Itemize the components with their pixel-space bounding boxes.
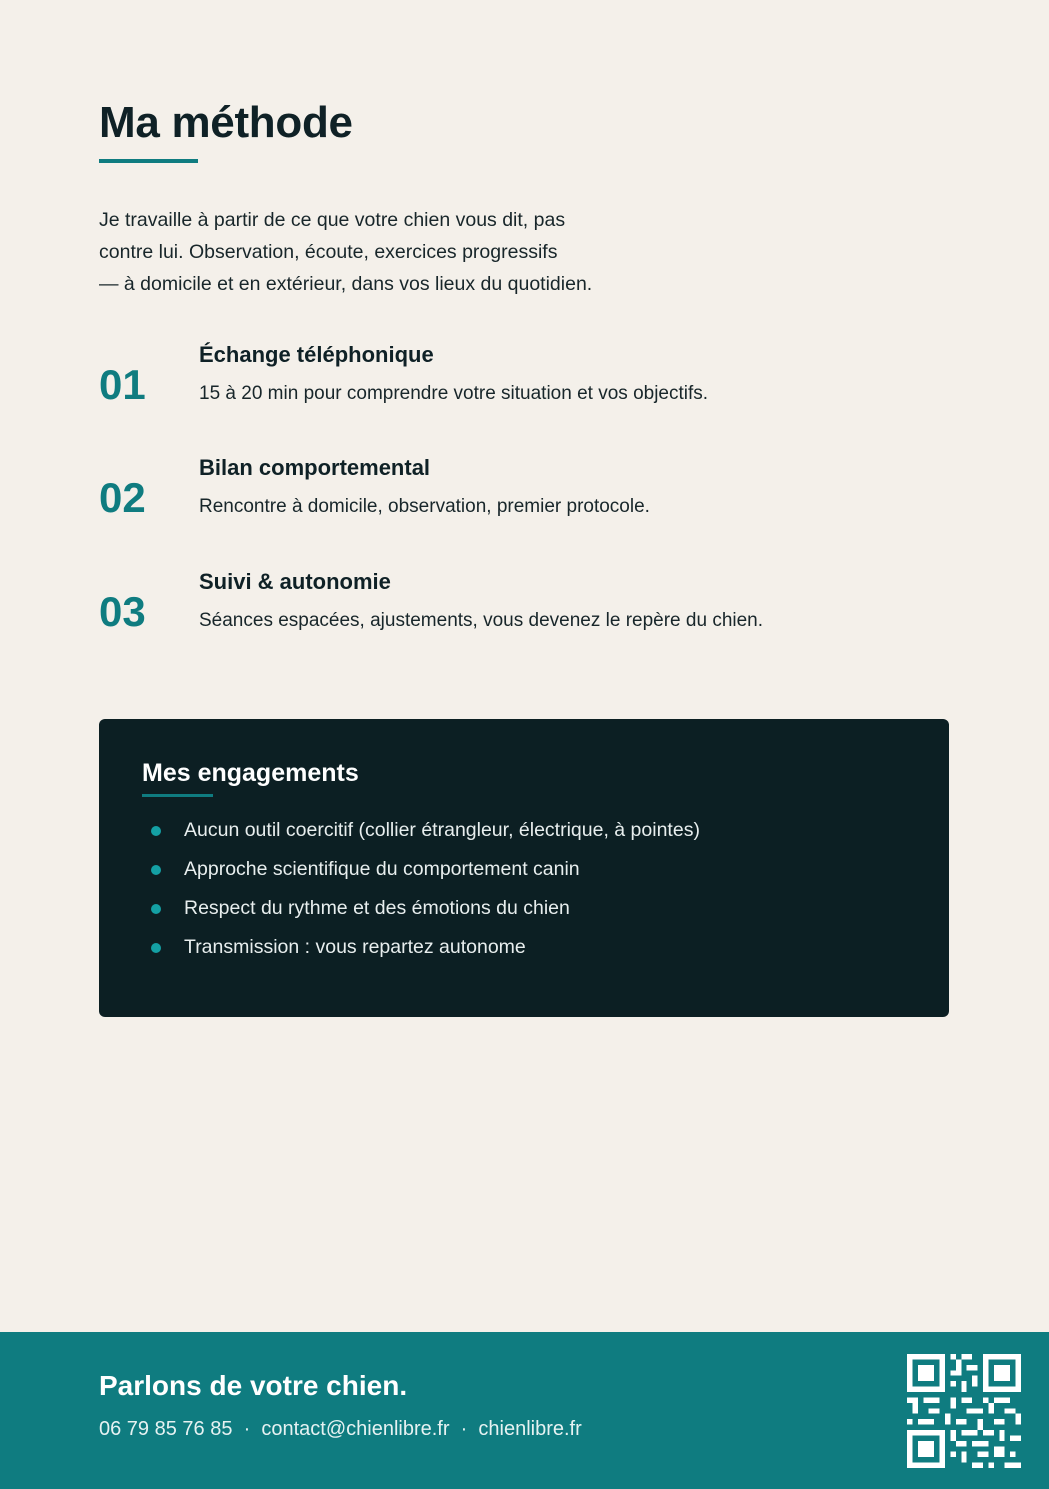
bullet-icon bbox=[151, 865, 161, 875]
intro-paragraph bbox=[99, 204, 699, 300]
step-description: 15 à 20 min pour comprendre votre situation et vos objectifs. bbox=[199, 383, 709, 404]
intro-line: — à domicile et en extérieur, dans vos lieux du quotidien. bbox=[99, 273, 593, 295]
bullet-icon bbox=[151, 904, 161, 914]
engagement-text: Approche scientifique du comportement canin bbox=[184, 858, 580, 880]
footer-contacts: 06 79 85 76 85 · contact@chienlibre.fr · chienlibre.fr bbox=[99, 1418, 582, 1440]
step-title: Échange téléphonique bbox=[199, 342, 434, 367]
engagements-panel bbox=[99, 719, 949, 1017]
step-number: 02 bbox=[99, 474, 146, 521]
bullet-icon bbox=[151, 826, 161, 836]
engagements-title: Mes engagements bbox=[142, 759, 359, 787]
step-description: Séances espacées, ajustements, vous devenez le repère du chien. bbox=[199, 610, 764, 631]
step-1 bbox=[99, 342, 959, 432]
step-2 bbox=[99, 455, 959, 545]
step-3 bbox=[99, 569, 959, 659]
step-title: Bilan comportemental bbox=[199, 455, 431, 480]
bullet-icon bbox=[151, 943, 161, 953]
contact-footer bbox=[0, 1332, 1049, 1489]
footer-title: Parlons de votre chien. bbox=[99, 1370, 408, 1401]
intro-line: Je travaille à partir de ce que votre chien vous dit, pas bbox=[99, 209, 566, 231]
engagement-text: Respect du rythme et des émotions du chien bbox=[184, 897, 570, 919]
intro-line: contre lui. Observation, écoute, exercices progressifs bbox=[99, 241, 558, 263]
step-number: 01 bbox=[99, 361, 146, 408]
engagements-underline bbox=[142, 794, 213, 797]
step-title: Suivi & autonomie bbox=[199, 569, 391, 594]
step-number: 03 bbox=[99, 588, 146, 635]
qr-code-icon bbox=[907, 1354, 1021, 1468]
step-description: Rencontre à domicile, observation, premier protocole. bbox=[199, 496, 650, 517]
page-title: Ma méthode bbox=[99, 98, 353, 147]
engagement-text: Aucun outil coercitif (collier étrangleur, électrique, à pointes) bbox=[184, 819, 700, 841]
engagement-text: Transmission : vous repartez autonome bbox=[184, 936, 526, 958]
title-underline bbox=[99, 159, 198, 163]
